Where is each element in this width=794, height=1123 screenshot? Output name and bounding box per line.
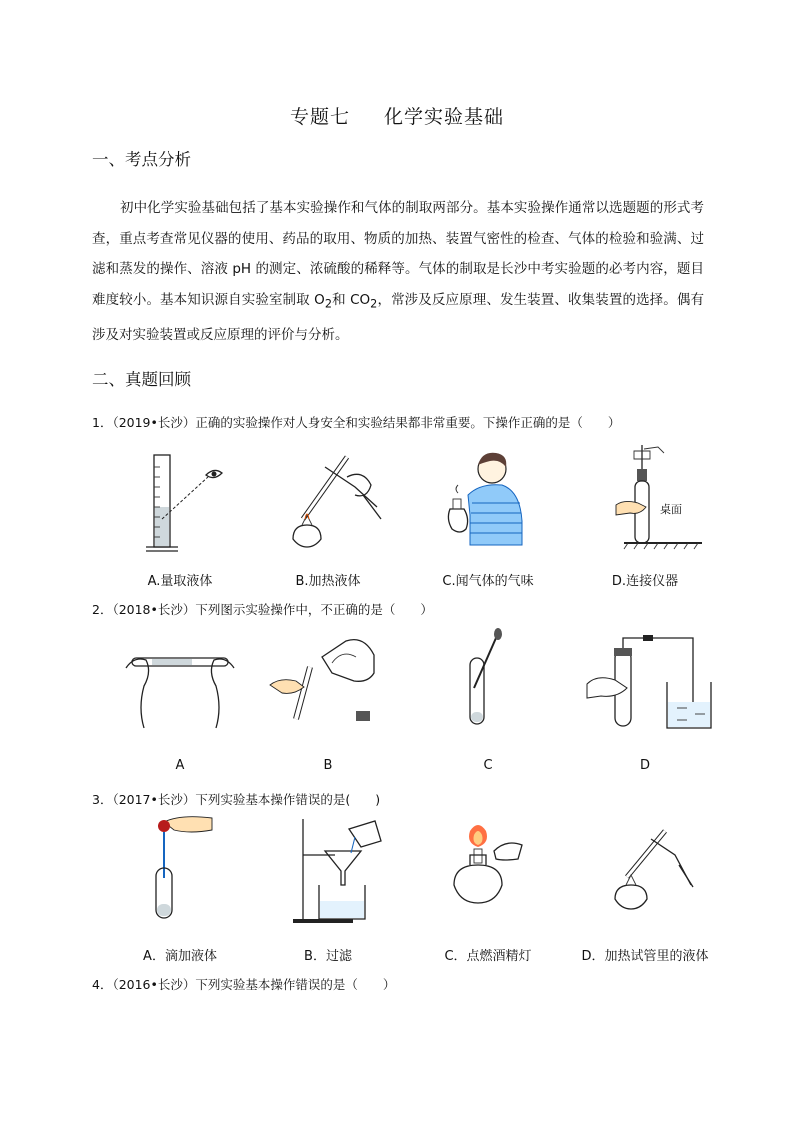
question-1-stem: 1．（2019•长沙）正确的实验操作对人身安全和实验结果都非常重要。下操作正确的是（ ） bbox=[92, 415, 621, 430]
q3-option-c: C．点燃酒精灯 bbox=[444, 949, 532, 964]
q2-figure-d bbox=[585, 632, 715, 736]
q3-figure-c bbox=[440, 825, 540, 929]
q2-option-b: B bbox=[323, 758, 333, 773]
q1-figure-b bbox=[285, 447, 395, 561]
q1-figure-d bbox=[610, 445, 710, 559]
section-heading-review: 二、真题回顾 bbox=[92, 370, 191, 389]
question-4-stem: 4．（2016•长沙）下列实验基本操作错误的是（ ） bbox=[92, 977, 396, 992]
q3-figure-b bbox=[285, 815, 395, 929]
question-2-stem: 2．（2018•长沙）下列图示实验操作中，不正确的是（ ） bbox=[92, 602, 433, 617]
title-subject: 化学实验基础 bbox=[384, 106, 505, 128]
q1-option-a: A.量取液体 bbox=[147, 574, 213, 589]
q3-option-a: A．滴加液体 bbox=[143, 949, 217, 964]
q2-option-d: D bbox=[639, 758, 650, 773]
q3-option-d: D．加热试管里的液体 bbox=[581, 949, 709, 964]
q3-option-b: B．过滤 bbox=[304, 949, 352, 964]
q1-figure-a bbox=[140, 447, 250, 561]
q1-table-label: 桌面 bbox=[660, 503, 682, 516]
q1-option-b: B.加热液体 bbox=[295, 574, 361, 589]
intro-paragraph: 初中化学实验基础包括了基本实验操作和气体的制取两部分。基本实验操作通常以选题题的形式考查，重点考查常见仪器的使用、药品的取用、物质的加热、装置气密性的检查、气体的检验和验满、过滤和蒸发的操作、溶液 pH 的测定、浓硫酸的稀释等。气体的制取是长沙中考实验题的必考内容，题目难度较小。基本知识源自实验室制取 $O_2$和 $CO_2$，常涉及反应原理、发生装置、收集装置的选择。偶有涉及对实验装置或反应原理的评价与分析。 bbox=[92, 200, 705, 343]
q1-figure-c bbox=[440, 445, 540, 559]
title-topic: 专题七 bbox=[289, 106, 350, 128]
q3-figure-d bbox=[605, 825, 705, 929]
q2-figure-b bbox=[270, 635, 390, 729]
q1-option-c: C.闻气体的气味 bbox=[442, 574, 534, 589]
q2-option-c: C bbox=[483, 758, 493, 773]
question-3-stem: 3．（2017•长沙）下列实验基本操作错误的是( ) bbox=[92, 792, 381, 807]
q2-figure-c bbox=[460, 628, 520, 732]
section-heading-analysis: 一、考点分析 bbox=[92, 150, 191, 169]
q1-option-d: D.连接仪器 bbox=[611, 574, 679, 589]
page-title bbox=[0, 102, 794, 129]
q2-figure-a bbox=[122, 642, 242, 736]
q3-figure-a bbox=[150, 812, 220, 926]
q2-option-a: A bbox=[175, 758, 185, 773]
